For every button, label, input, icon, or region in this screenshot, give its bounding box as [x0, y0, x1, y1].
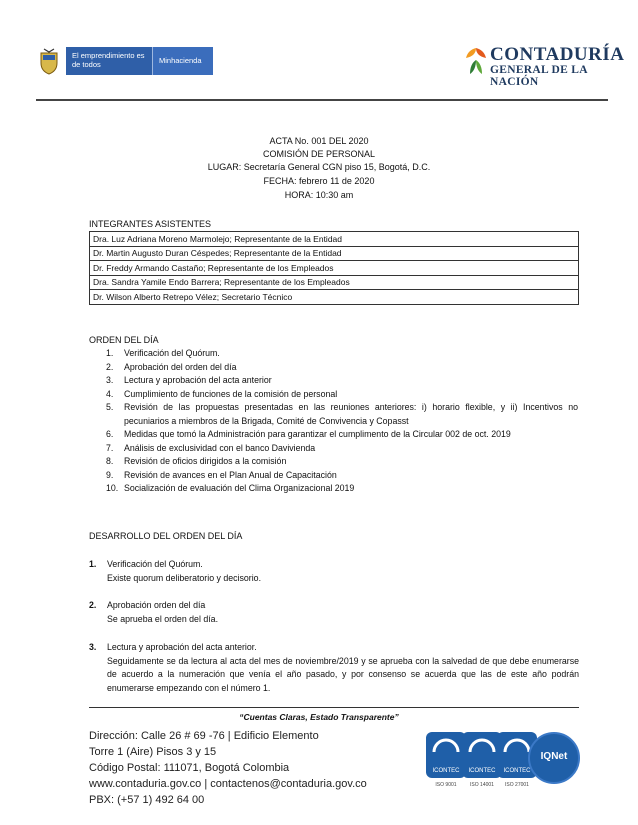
- iqnet-badge-icon: IQNet: [528, 732, 580, 784]
- table-row: [90, 290, 579, 305]
- attendees-heading: INTEGRANTES ASISTENTES: [89, 219, 212, 229]
- table-row: [90, 232, 579, 247]
- attendee-cell: Dr. Martin Augusto Duran Céspedes; Representante de la Entidad: [90, 246, 579, 261]
- commission-name: COMISIÓN DE PERSONAL: [262, 149, 376, 159]
- list-item: 1. Verificación del Quórum.: [106, 348, 220, 358]
- item-title: Aprobación orden del día: [107, 600, 206, 610]
- certification-badge-icon: [462, 732, 502, 778]
- item-body: Seguidamente se da lectura al acta del mes de noviembre/2019 y se aprueba con la salvedad de que debe enumerarse de acuerdo a la numeración que venía el año pasado, y por consenso se acuerda que las de este año podrán enumerarse empezando con el número 1.: [107, 655, 579, 693]
- list-item: 2. Aprobación del orden del día: [106, 361, 237, 372]
- list-item: 6. Medidas que tomó la Administración para garantizar el cumplimento de la Circular 002 de oct. 2019: [106, 429, 511, 439]
- development-item-3: 3. Lectura y aprobación del acta anterior. Seguidamente se da lectura al acta del mes de noviembre/2019 y se aprueba con la salvedad de que debe enumerarse de acuerdo a la numeración que venía el año pasado, y por consenso se acuerda que las de este año podrán enumerarse empezando con el número 1.: [89, 641, 579, 695]
- list-item: 4. Cumplimiento de funciones de la comisión de personal: [106, 388, 338, 399]
- list-item: 5. Revisión de las propuestas presentadas en las reuniones anteriores: i) horario flexible, y ii) Incentivos no pecuniarios a miembros de la Brigada, Comité de Convivencia y Copasst: [106, 402, 578, 426]
- cert-label: ISO 27001: [505, 782, 529, 788]
- phone-line: PBX: (+57 1) 492 64 00: [89, 794, 205, 806]
- list-item: 7. Análisis de exclusividad con el banco Davivienda: [106, 442, 316, 453]
- development-heading: DESARROLLO DEL ORDEN DEL DÍA: [89, 531, 243, 541]
- cgn-flower-icon: [462, 44, 490, 78]
- cgn-logo-subtitle: GENERAL DE LA NACIÓN: [490, 64, 588, 88]
- attendee-cell: Dr. Freddy Armando Castaño; Representante de los Empleados: [90, 261, 579, 276]
- ministry-name: Minhacienda: [152, 47, 213, 75]
- address-line: Dirección: Calle 26 # 69 -76 | Edificio Elemento: [89, 730, 319, 742]
- certification-badge-icon: [426, 732, 466, 778]
- table-row: [90, 275, 579, 290]
- attendees-table: [89, 231, 579, 305]
- agenda-list: [106, 347, 578, 496]
- cgn-logo-title: CONTADURÍA: [490, 44, 625, 65]
- item-title: Lectura y aprobación del acta anterior.: [107, 642, 257, 652]
- development-item-2: 2. Aprobación orden del día Se aprueba el orden del día.: [89, 599, 579, 626]
- meeting-place: LUGAR: Secretaría General CGN piso 15, Bogotá, D.C.: [207, 162, 431, 172]
- item-title: Verificación del Quórum.: [107, 559, 203, 569]
- attendee-cell: Dra. Sandra Yamile Endo Barrera; Representante de los Empleados: [90, 275, 579, 290]
- agenda-heading: ORDEN DEL DÍA: [89, 335, 159, 345]
- cert-label: ISO 14001: [470, 782, 494, 788]
- item-body: Existe quorum deliberatorio y decisorio.: [107, 572, 262, 583]
- coat-of-arms-icon: [38, 47, 60, 75]
- acta-number: ACTA No. 001 DEL 2020: [269, 136, 369, 146]
- address-line: Código Postal: 111071, Bogotá Colombia: [89, 762, 290, 774]
- gov-logo: [38, 47, 213, 75]
- attendee-cell: Dra. Luz Adriana Moreno Marmolejo; Representante de la Entidad: [90, 232, 579, 247]
- header-divider: [36, 99, 608, 101]
- meeting-time: HORA: 10:30 am: [284, 190, 354, 200]
- meeting-date: FECHA: febrero 11 de 2020: [263, 176, 375, 186]
- footer-address: [89, 728, 367, 808]
- table-row: [90, 246, 579, 261]
- footer-divider: [89, 707, 579, 708]
- svg-text:ICONTEC: ICONTEC: [432, 768, 460, 774]
- item-body: Se aprueba el orden del día.: [107, 613, 219, 624]
- cert-label: ISO 9001: [435, 782, 457, 788]
- website-email-line[interactable]: www.contaduria.gov.co | contactenos@contaduria.gov.co: [89, 778, 367, 790]
- list-item: 10. Socialización de evaluación del Clima Organizacional 2019: [106, 483, 355, 493]
- list-item: 8. Revisión de oficios dirigidos a la comisión: [106, 456, 287, 466]
- list-item: 9. Revisión de avances en el Plan Anual de Capacitación: [106, 469, 337, 480]
- gov-slogan: El emprendimiento es de todos: [66, 47, 152, 75]
- footer-slogan: “Cuentas Claras, Estado Transparente”: [239, 712, 399, 722]
- svg-text:ICONTEC: ICONTEC: [468, 768, 496, 774]
- list-item: 3. Lectura y aprobación del acta anterior: [106, 375, 272, 385]
- address-line: Torre 1 (Aire) Pisos 3 y 15: [89, 746, 217, 758]
- table-row: [90, 261, 579, 276]
- attendee-cell: Dr. Wilson Alberto Retrepo Vélez; Secretario Técnico: [90, 290, 579, 305]
- svg-text:ICONTEC: ICONTEC: [503, 768, 531, 774]
- development-item-1: 1. Verificación del Quórum. Existe quorum deliberatorio y decisorio.: [89, 558, 579, 585]
